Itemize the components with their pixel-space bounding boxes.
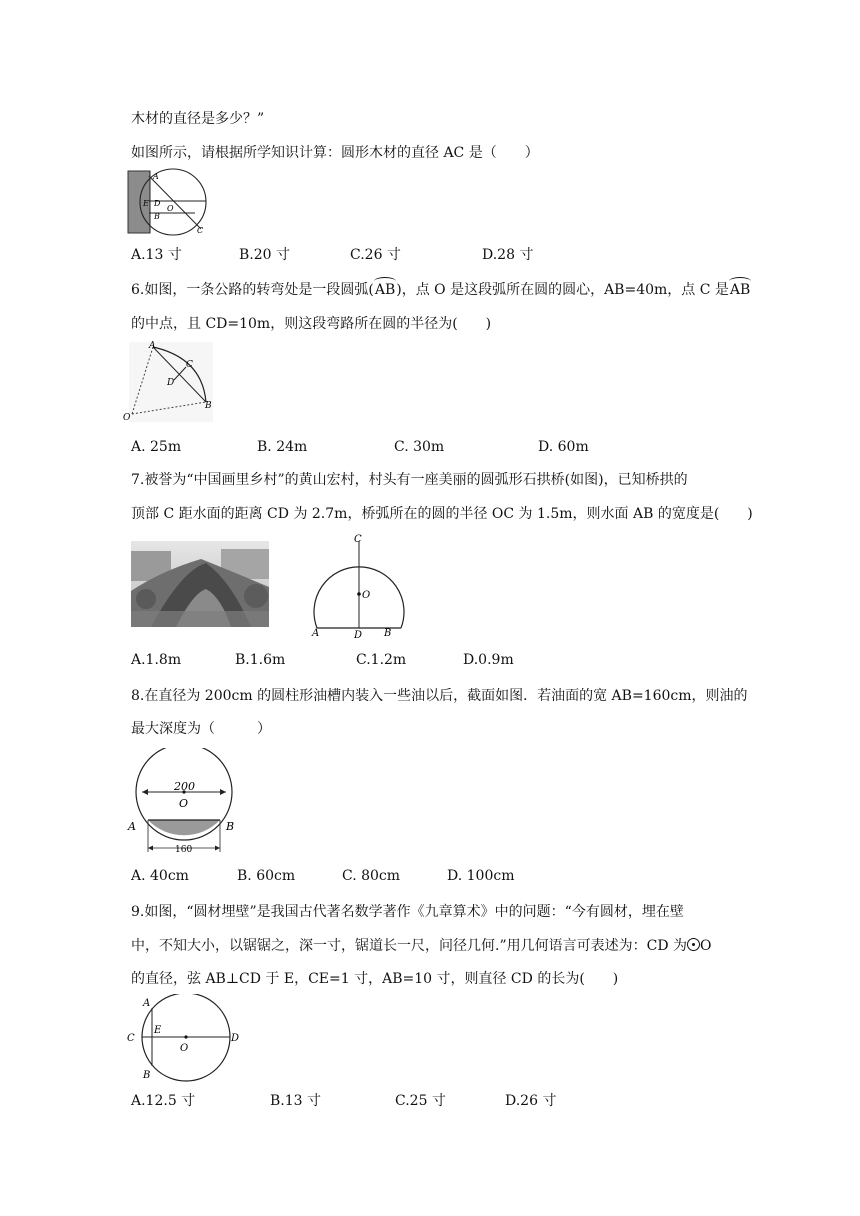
q9-text-line3: 的直径，弦 AB⊥CD 于 E，CE=1 寸，AB=10 寸，则直径 CD 的长为( ) [131, 971, 619, 987]
q7-text-line1: 7.被誉为“中国画里乡村”的黄山宏村，村头有一座美丽的圆弧形石拱桥(如图)，已知桥拱的 [131, 472, 688, 488]
q6-text-part1: 6.如图，一条公路的转弯处是一段圆弧( [131, 282, 374, 298]
q9-text-line2 [131, 936, 711, 956]
q8-option-b[interactable]: B. 60cm [237, 868, 296, 884]
q9-option-c[interactable]: C.25 寸 [395, 1093, 446, 1109]
q9-option-d[interactable]: D.26 寸 [505, 1093, 557, 1109]
q5-figure [127, 167, 219, 237]
q8-label-200: 200 [174, 780, 195, 793]
q5-label-b: B [154, 212, 160, 221]
q7-label-c: C [354, 534, 362, 545]
q9-label-e: E [154, 1025, 162, 1036]
q6-label-d: D [167, 378, 175, 388]
q6-option-a[interactable]: A. 25m [131, 439, 182, 455]
q5-label-a: A [153, 172, 159, 181]
q7-bridge-photo [131, 541, 269, 627]
q8-option-d[interactable]: D. 100cm [447, 868, 515, 884]
q6-option-d[interactable]: D. 60m [538, 439, 589, 455]
q9-option-b[interactable]: B.13 寸 [270, 1093, 322, 1109]
q9-option-a[interactable]: A.12.5 寸 [131, 1093, 196, 1109]
q5-label-o: O [167, 204, 174, 213]
q5-option-b[interactable]: B.20 寸 [239, 247, 291, 263]
q6-label-a: A [149, 341, 156, 351]
q5-label-c: C [197, 226, 204, 235]
q8-option-a[interactable]: A. 40cm [131, 868, 189, 884]
q9-label-a: A [143, 998, 151, 1009]
q5-option-c[interactable]: C.26 寸 [350, 247, 401, 263]
circle-dot-icon [687, 938, 700, 951]
q7-option-b[interactable]: B.1.6m [235, 652, 286, 668]
q7-option-a[interactable]: A.1.8m [131, 652, 182, 668]
q6-option-c[interactable]: C. 30m [394, 439, 445, 455]
q5-option-a[interactable]: A.13 寸 [131, 247, 182, 263]
q8-label-o: O [179, 797, 189, 810]
q7-text-line2: 顶部 C 距水面的距离 CD 为 2.7m，桥弧所在的圆的半径 OC 为 1.5m，则水面 AB 的宽度是( ) [131, 506, 753, 522]
q8-text-line2: 最大深度为（ ） [131, 721, 271, 737]
q6-text-part2: )，点 O 是这段弧所在圆的圆心，AB=40m，点 C 是 [396, 282, 729, 298]
q6-label-c: C [186, 360, 193, 370]
q5-text-line1: 木材的直径是多少？” [131, 111, 265, 127]
q8-option-c[interactable]: C. 80cm [342, 868, 401, 884]
q5-label-d: D [154, 199, 161, 208]
q7-option-c[interactable]: C.1.2m [356, 652, 407, 668]
q8-figure [126, 748, 244, 856]
q8-text-line1: 8.在直径为 200cm 的圆柱形油槽内装入一些油以后，截面如图．若油面的宽 AB=160cm，则油的 [131, 688, 748, 704]
q5-label-e: E [143, 199, 149, 208]
q7-label-b: B [384, 628, 392, 639]
q8-label-a: A [128, 820, 136, 833]
q6-text-line2: 的中点，且 CD=10m，则这段弯路所在圆的半径为( ) [131, 316, 492, 332]
q7-label-d: D [354, 630, 363, 640]
q8-label-b: B [226, 820, 235, 833]
q9-label-d: D [231, 1033, 240, 1044]
q5-text-line2: 如图所示，请根据所学知识计算：圆形木材的直径 AC 是（ ） [131, 145, 539, 161]
q6-figure [120, 340, 216, 426]
q8-label-160: 160 [175, 845, 193, 855]
q9-text-part1: 中，不知大小，以锯锯之，深一寸，锯道长一尺，问径几何.”用几何语言可表述为：CD 为 [131, 938, 687, 954]
q6-label-o: O [123, 413, 131, 423]
q5-option-d[interactable]: D.28 寸 [482, 247, 534, 263]
q9-label-b: B [143, 1070, 151, 1081]
q7-figure [305, 532, 415, 640]
q7-label-o: O [362, 590, 371, 601]
q6-arc-ab-2: AB [729, 282, 751, 298]
q9-label-c: C [127, 1033, 135, 1044]
q6-option-b[interactable]: B. 24m [257, 439, 308, 455]
q7-option-d[interactable]: D.0.9m [463, 652, 514, 668]
q9-text-part2: O [700, 938, 712, 954]
q9-figure [125, 994, 247, 1082]
q9-text-line1: 9.如图，“圆材埋壁”是我国古代著名数学著作《九章算术》中的问题：“今有圆材，埋在壁 [131, 904, 684, 920]
q9-label-o: O [180, 1043, 189, 1054]
q6-label-b: B [205, 401, 212, 411]
q6-arc-ab-1: AB [374, 282, 396, 298]
q6-text-line1 [131, 280, 751, 300]
q7-label-a: A [312, 628, 320, 639]
